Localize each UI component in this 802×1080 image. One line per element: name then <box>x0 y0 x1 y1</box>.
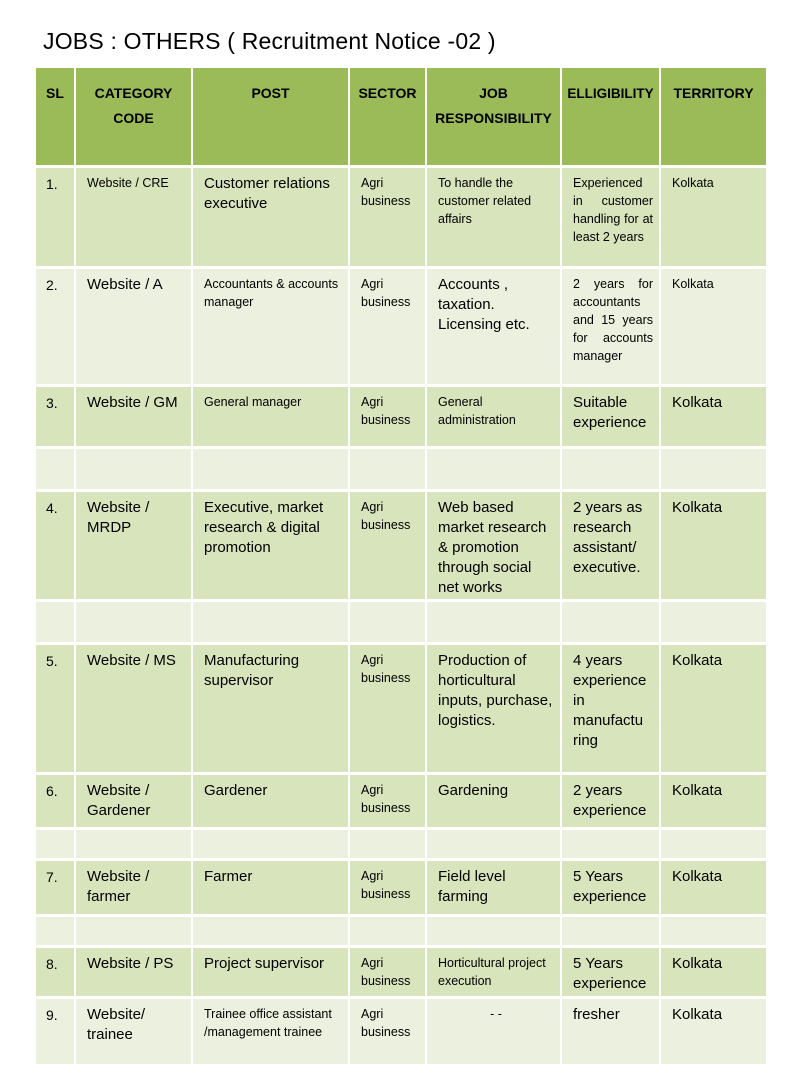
row-post: Customer relations executive <box>204 175 330 212</box>
row-sl: 5. <box>46 653 58 669</box>
row-category-code: Website / Gardener <box>87 782 151 819</box>
row-eligibility: 2 years for accountants and 15 years for accounts manager <box>573 277 653 363</box>
row-territory: Kolkata <box>672 868 723 885</box>
row-eligibility: fresher <box>573 1006 620 1023</box>
row-sl: 4. <box>46 500 58 516</box>
header-category-code: CATEGORY CODE <box>76 68 193 168</box>
table-row <box>36 999 768 1064</box>
table-row <box>36 861 768 917</box>
row-territory: Kolkata <box>672 955 723 972</box>
row-sl: 2. <box>46 277 58 293</box>
empty-row <box>36 602 768 645</box>
row-territory: Kolkata <box>672 499 723 516</box>
row-post: Accountants & accounts manager <box>204 277 339 309</box>
row-category-code: Website / CRE <box>87 176 169 190</box>
header-sl: SL <box>36 68 76 168</box>
row-category-code: Website / farmer <box>87 868 150 905</box>
row-sector: Agri business <box>361 956 411 988</box>
header-territory: TERRITORY <box>661 68 768 168</box>
row-responsibility: Production of horticultural inputs, purchase, logistics. <box>438 652 553 729</box>
empty-row <box>36 449 768 492</box>
row-sector: Agri business <box>361 395 411 427</box>
row-post: Farmer <box>204 868 253 885</box>
table-row <box>36 645 768 775</box>
header-post: POST <box>193 68 350 168</box>
row-responsibility: Accounts , taxation. Licensing etc. <box>438 276 530 333</box>
row-sector: Agri business <box>361 783 411 815</box>
row-sl: 9. <box>46 1007 58 1023</box>
row-post: Trainee office assistant /management trainee <box>204 1007 332 1039</box>
header-job-responsibility: JOB RESPONSIBILITY <box>427 68 562 168</box>
row-sector: Agri business <box>361 277 411 309</box>
row-eligibility: 4 years experience in manufactu ring <box>573 652 647 749</box>
row-category-code: Website / GM <box>87 394 178 411</box>
row-category-code: Website / A <box>87 276 163 293</box>
row-sl: 6. <box>46 783 58 799</box>
row-eligibility: Suitable experience <box>573 394 647 431</box>
row-territory: Kolkata <box>672 1006 723 1023</box>
row-post: Project supervisor <box>204 955 325 972</box>
row-post: Gardener <box>204 782 268 799</box>
row-sector: Agri business <box>361 500 411 532</box>
row-responsibility: - - <box>490 1007 502 1021</box>
table-row <box>36 775 768 830</box>
row-category-code: Website / MRDP <box>87 499 150 536</box>
table-row <box>36 948 768 999</box>
row-territory: Kolkata <box>672 394 723 411</box>
row-sl: 1. <box>46 176 58 192</box>
row-category-code: Website / PS <box>87 955 174 972</box>
row-eligibility: 2 years experience <box>573 782 647 819</box>
row-category-code: Website/ trainee <box>87 1006 146 1043</box>
table-row <box>36 492 768 602</box>
row-post: General manager <box>204 395 302 409</box>
row-eligibility: Experienced in customer handling for at least 2 years <box>573 176 653 244</box>
row-eligibility: 5 Years experience <box>573 868 647 905</box>
row-sl: 8. <box>46 956 58 972</box>
row-responsibility: Horticultural project execution <box>438 956 546 988</box>
recruitment-table <box>36 68 768 1064</box>
table-row <box>36 168 768 269</box>
row-territory: Kolkata <box>672 782 723 799</box>
row-sl: 7. <box>46 869 58 885</box>
row-sector: Agri business <box>361 869 411 901</box>
row-post: Manufacturing supervisor <box>204 652 300 689</box>
row-responsibility: Web based market research & promotion through social net works <box>438 499 547 596</box>
page-title: JOBS : OTHERS ( Recruitment Notice -02 ) <box>43 28 496 54</box>
row-eligibility: 2 years as research assistant/ executive. <box>573 499 643 576</box>
header-sector: SECTOR <box>350 68 427 168</box>
table-header-row <box>36 68 768 168</box>
row-sector: Agri business <box>361 653 411 685</box>
row-responsibility: To handle the customer related affairs <box>438 176 532 226</box>
table-row <box>36 269 768 387</box>
empty-row <box>36 917 768 948</box>
row-category-code: Website / MS <box>87 652 176 669</box>
row-territory: Kolkata <box>672 277 714 291</box>
empty-row <box>36 830 768 861</box>
row-sector: Agri business <box>361 176 411 208</box>
row-sl: 3. <box>46 395 58 411</box>
row-responsibility: Field level farming <box>438 868 506 905</box>
row-sector: Agri business <box>361 1007 411 1039</box>
row-responsibility: Gardening <box>438 782 509 799</box>
row-territory: Kolkata <box>672 652 723 669</box>
row-post: Executive, market research & digital promotion <box>204 499 324 556</box>
row-eligibility: 5 Years experience <box>573 955 647 992</box>
header-eligibility: ELLIGIBILITY <box>562 68 661 168</box>
row-territory: Kolkata <box>672 176 714 190</box>
table-row <box>36 387 768 449</box>
row-responsibility: General administration <box>438 395 516 427</box>
